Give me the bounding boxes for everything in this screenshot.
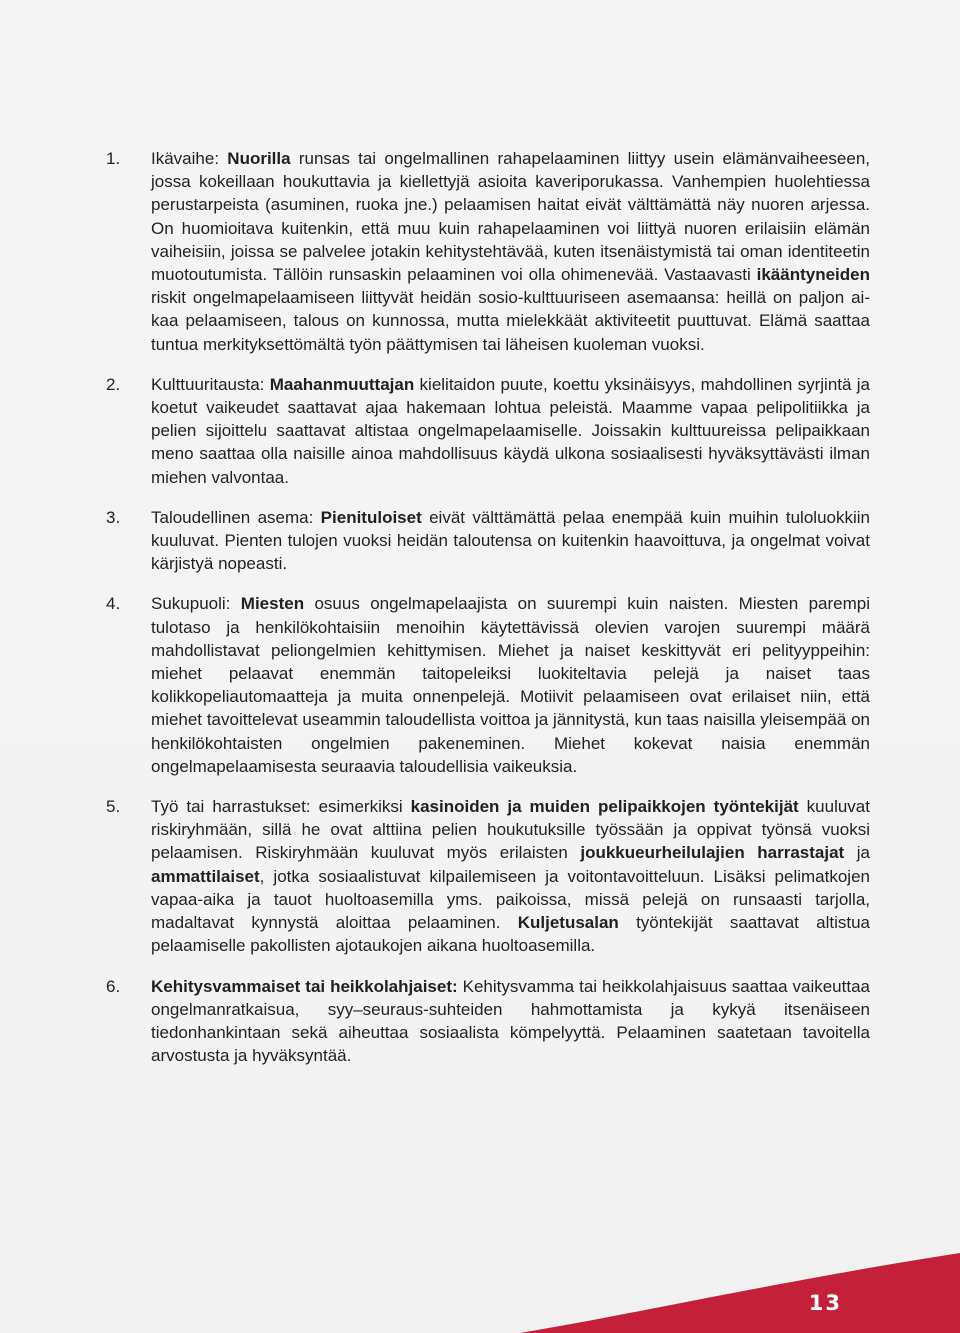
- body-text: Kehitysvamma tai heikkolahjaisuus saattaa vaikeuttaa ongelmanratkaisua, syy–seuraus-suhteiden hahmottamista ja kykyä itsenäiseen tiedonhankintaan sekä aiheuttaa sosiaalista kömpelyyttä. Pelaaminen saatetaan tavoitella arvostusta ja hyväksyntää.: [151, 976, 870, 1066]
- emphasized-text: ammattilaiset: [151, 866, 260, 886]
- list-item: [106, 975, 870, 1068]
- emphasized-text: Pienituloiset: [320, 507, 422, 527]
- body-text: Kulttuuritausta:: [151, 374, 270, 394]
- numbered-list: [106, 147, 870, 1084]
- body-text: osuus ongelmapelaajista on suurempi kuin naisten. Miesten parempi tulotaso ja henkilökohtaisiin menoihin käytettävissä olevien varojen suurempi määrä mahdollistavat peliongelmien kehittymisen. Miehet ja naiset keskittyvät eri pelityyppeihin: miehet pelaavat enemmän taitopeleiksi luokiteltavia pelejä ja naiset taas kolikkopeliautomaatteja ja muita onnenpelejä. Motiivit pelaamiseen ovat erilaiset niin, että miehet tavoittelevat useammin taloudellista voittoa ja jännitystä, kun taas naisilla yleisempää on henkilökohtaisten ongelmien pakeneminen. Miehet kokevat naisia enemmän ongelmapelaamisesta seuraavia taloudellisia vaikeuksia.: [151, 594, 870, 776]
- body-text: Sukupuoli:: [151, 594, 241, 614]
- body-text: kuuluvat riskiryhmään, sillä he ovat alttiina pelien houkutuksille työssään ja oppivat työnsä vuoksi pelaamisen. Riskiryhmään kuuluvat myös erilaisten: [151, 797, 870, 863]
- list-item: [106, 147, 870, 356]
- emphasized-text: Maahanmuuttajan: [269, 374, 415, 394]
- list-item-number: 6.: [106, 976, 121, 996]
- list-item-number: 3.: [106, 507, 121, 527]
- body-text: Taloudellinen asema:: [151, 507, 321, 527]
- emphasized-text: Nuorilla: [227, 149, 291, 168]
- body-text: riskit ongelmapelaamiseen liittyvät heidän sosio-kulttuuriseen asemaansa: heillä on paljon aikaa pelaamiseen, talous on kunnossa, mutta mielekkäät aktiviteetit puuttuvat. Elämä saattaa tuntua merkityksettömältä työn päättymisen tai läheisen kuoleman vuoksi.: [151, 288, 870, 354]
- body-text: eivät välttämättä pelaa enempää kuin muihin tuloluokkiin kuuluvat. Pienten tulojen vuoksi heidän taloutensa on kuitenkin haavoittuva, ja ongelmat voivat kärjistyä nopeasti.: [151, 507, 870, 574]
- emphasized-text: Miesten: [240, 594, 305, 614]
- page-number: 13: [808, 1291, 842, 1315]
- body-text: Työ tai harrastukset: esimerkiksi: [151, 797, 411, 817]
- emphasized-text: joukkueurheilulajien harrastajat: [580, 843, 845, 863]
- emphasized-text: ikääntyneiden: [756, 265, 870, 285]
- body-text: runsas tai ongelmallinen rahapelaaminen liittyy usein elämänvaiheeseen, jossa kokeillaan houkuttavia ja kiellettyjä asioita kaveriporukassa. Vanhempien huolehtiessa perustarpeista (asuminen, ruoka jne.) pelaamisen haitat eivät välttämättä näy nuoren arjessa. On huomioitava kuitenkin, että muu kuin rahapelaaminen voi liittyä nuoren erilaisiin elämän vaiheisiin, joissa se palvelee jotakin kehitystehtävää, kuten itsenäistymistä tai oman identiteetin muotoutumista. Tällöin runsaskin pelaaminen voi olla ohimenevää. Vastaavasti: [151, 149, 870, 285]
- corner-shape: [520, 1253, 960, 1333]
- body-text: työntekijät saattavat altistua pelaamiselle pakollisten ajotaukojen aikana huoltoasemilla.: [151, 913, 871, 956]
- body-text: kielitaidon puute, koettu yksinäisyys, mahdollinen syrjintä ja koetut vaikeudet saattavat ajaa hakemaan lohtua peleistä. Maamme vapaa pelipolitiikka ja pelien sijoittelu saattavat altistaa ongelmapelaamiselle. Joissakin kulttuureissa pelipaikkaan meno saattaa olla naisille ainoa mahdollisuus käydä ulkona sosiaalisesti hyväksyttävästi ilman miehen valvontaa.: [151, 374, 870, 487]
- emphasized-text: Kuljetusalan: [517, 913, 619, 933]
- list-item-number: 1.: [106, 149, 121, 168]
- list-item: [106, 795, 870, 957]
- list-item: [106, 373, 870, 489]
- list-item-number: 2.: [106, 374, 121, 394]
- body-text: ja: [844, 843, 870, 863]
- list-item: [106, 592, 870, 778]
- body-text: Ikävaihe:: [151, 149, 228, 168]
- emphasized-text: kasinoiden ja muiden pelipaikkojen työntekijät: [410, 797, 799, 817]
- emphasized-text: Kehitysvammaiset tai heikkolahjaiset:: [151, 976, 458, 996]
- list-item: [106, 506, 870, 576]
- corner-decoration: [520, 1253, 960, 1333]
- body-text: , jotka sosiaalistuvat kilpailemiseen ja voitontavoitteluun. Lisäksi pelimatkojen vapaa-aika ja tauot huoltoasemilla yms. paikoissa, missä pelejä on runsaasti tarjolla, madaltavat kynnystä aloittaa pelaaminen.: [151, 866, 870, 933]
- list-item-number: 5.: [106, 797, 121, 817]
- list-item-number: 4.: [106, 594, 121, 614]
